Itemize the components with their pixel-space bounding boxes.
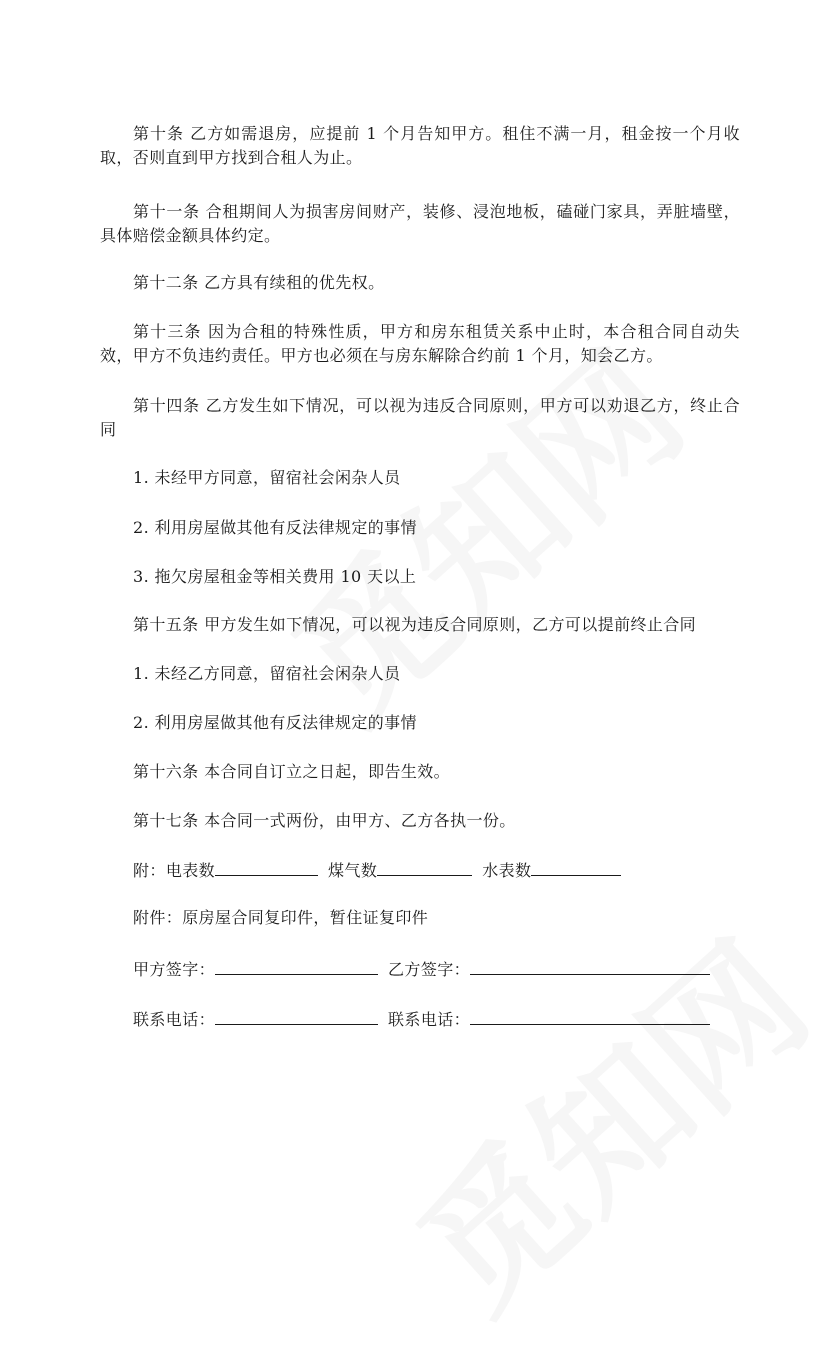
article-14: 第十四条 乙方发生如下情况，可以视为违反合同原则，甲方可以劝退乙方，终止合同	[100, 396, 740, 439]
article-16: 第十六条 本合同自订立之日起，即告生效。	[133, 762, 451, 781]
signature-row	[133, 957, 710, 982]
meter-readings	[133, 858, 621, 883]
electric-meter-blank[interactable]	[215, 858, 318, 876]
article-10: 第十条 乙方如需退房，应提前 1 个月告知甲方。租住不满一月，租金按一个月收取，否则直到甲方找到合租人为止。	[100, 124, 740, 167]
gas-meter-label: 煤气数	[328, 861, 378, 880]
article-13: 第十三条 因为合租的特殊性质，甲方和房东租赁关系中止时，本合租合同自动失效，甲方不负违约责任。甲方也必须在与房东解除合约前 1 个月，知会乙方。	[100, 322, 740, 365]
water-meter-blank[interactable]	[531, 858, 621, 876]
article-11: 第十一条 合租期间人为损害房间财产，装修、浸泡地板，磕碰门家具，弄脏墙壁，具体赔偿金额具体约定。	[100, 202, 740, 245]
party-a-signature-label: 甲方签字：	[133, 960, 216, 979]
party-a-phone-label: 联系电话：	[133, 1010, 216, 1029]
party-b-phone-label: 联系电话：	[388, 1010, 471, 1029]
article-14-item-2: 2. 利用房屋做其他有反法律规定的事情	[133, 518, 417, 537]
article-14-item-3: 3. 拖欠房屋租金等相关费用 10 天以上	[133, 567, 417, 586]
article-15: 第十五条 甲方发生如下情况，可以视为违反合同原则，乙方可以提前终止合同	[133, 615, 697, 634]
article-12: 第十二条 乙方具有续租的优先权。	[133, 273, 385, 292]
attachment-note: 附件：原房屋合同复印件，暂住证复印件	[133, 908, 429, 927]
electric-meter-label: 电表数	[165, 861, 216, 880]
contact-row	[133, 1007, 710, 1032]
party-a-phone-blank[interactable]	[215, 1007, 378, 1025]
article-15-item-2: 2. 利用房屋做其他有反法律规定的事情	[133, 713, 417, 732]
article-14-item-1: 1. 未经甲方同意，留宿社会闲杂人员	[133, 468, 401, 487]
article-17: 第十七条 本合同一式两份，由甲方、乙方各执一份。	[133, 811, 516, 830]
water-meter-label: 水表数	[482, 861, 532, 880]
party-b-signature-blank[interactable]	[470, 957, 710, 975]
article-15-item-1: 1. 未经乙方同意，留宿社会闲杂人员	[133, 664, 401, 683]
party-a-signature-blank[interactable]	[215, 957, 378, 975]
party-b-phone-blank[interactable]	[470, 1007, 710, 1025]
party-b-signature-label: 乙方签字：	[388, 960, 471, 979]
gas-meter-blank[interactable]	[377, 858, 472, 876]
meters-prefix: 附：	[133, 861, 166, 880]
